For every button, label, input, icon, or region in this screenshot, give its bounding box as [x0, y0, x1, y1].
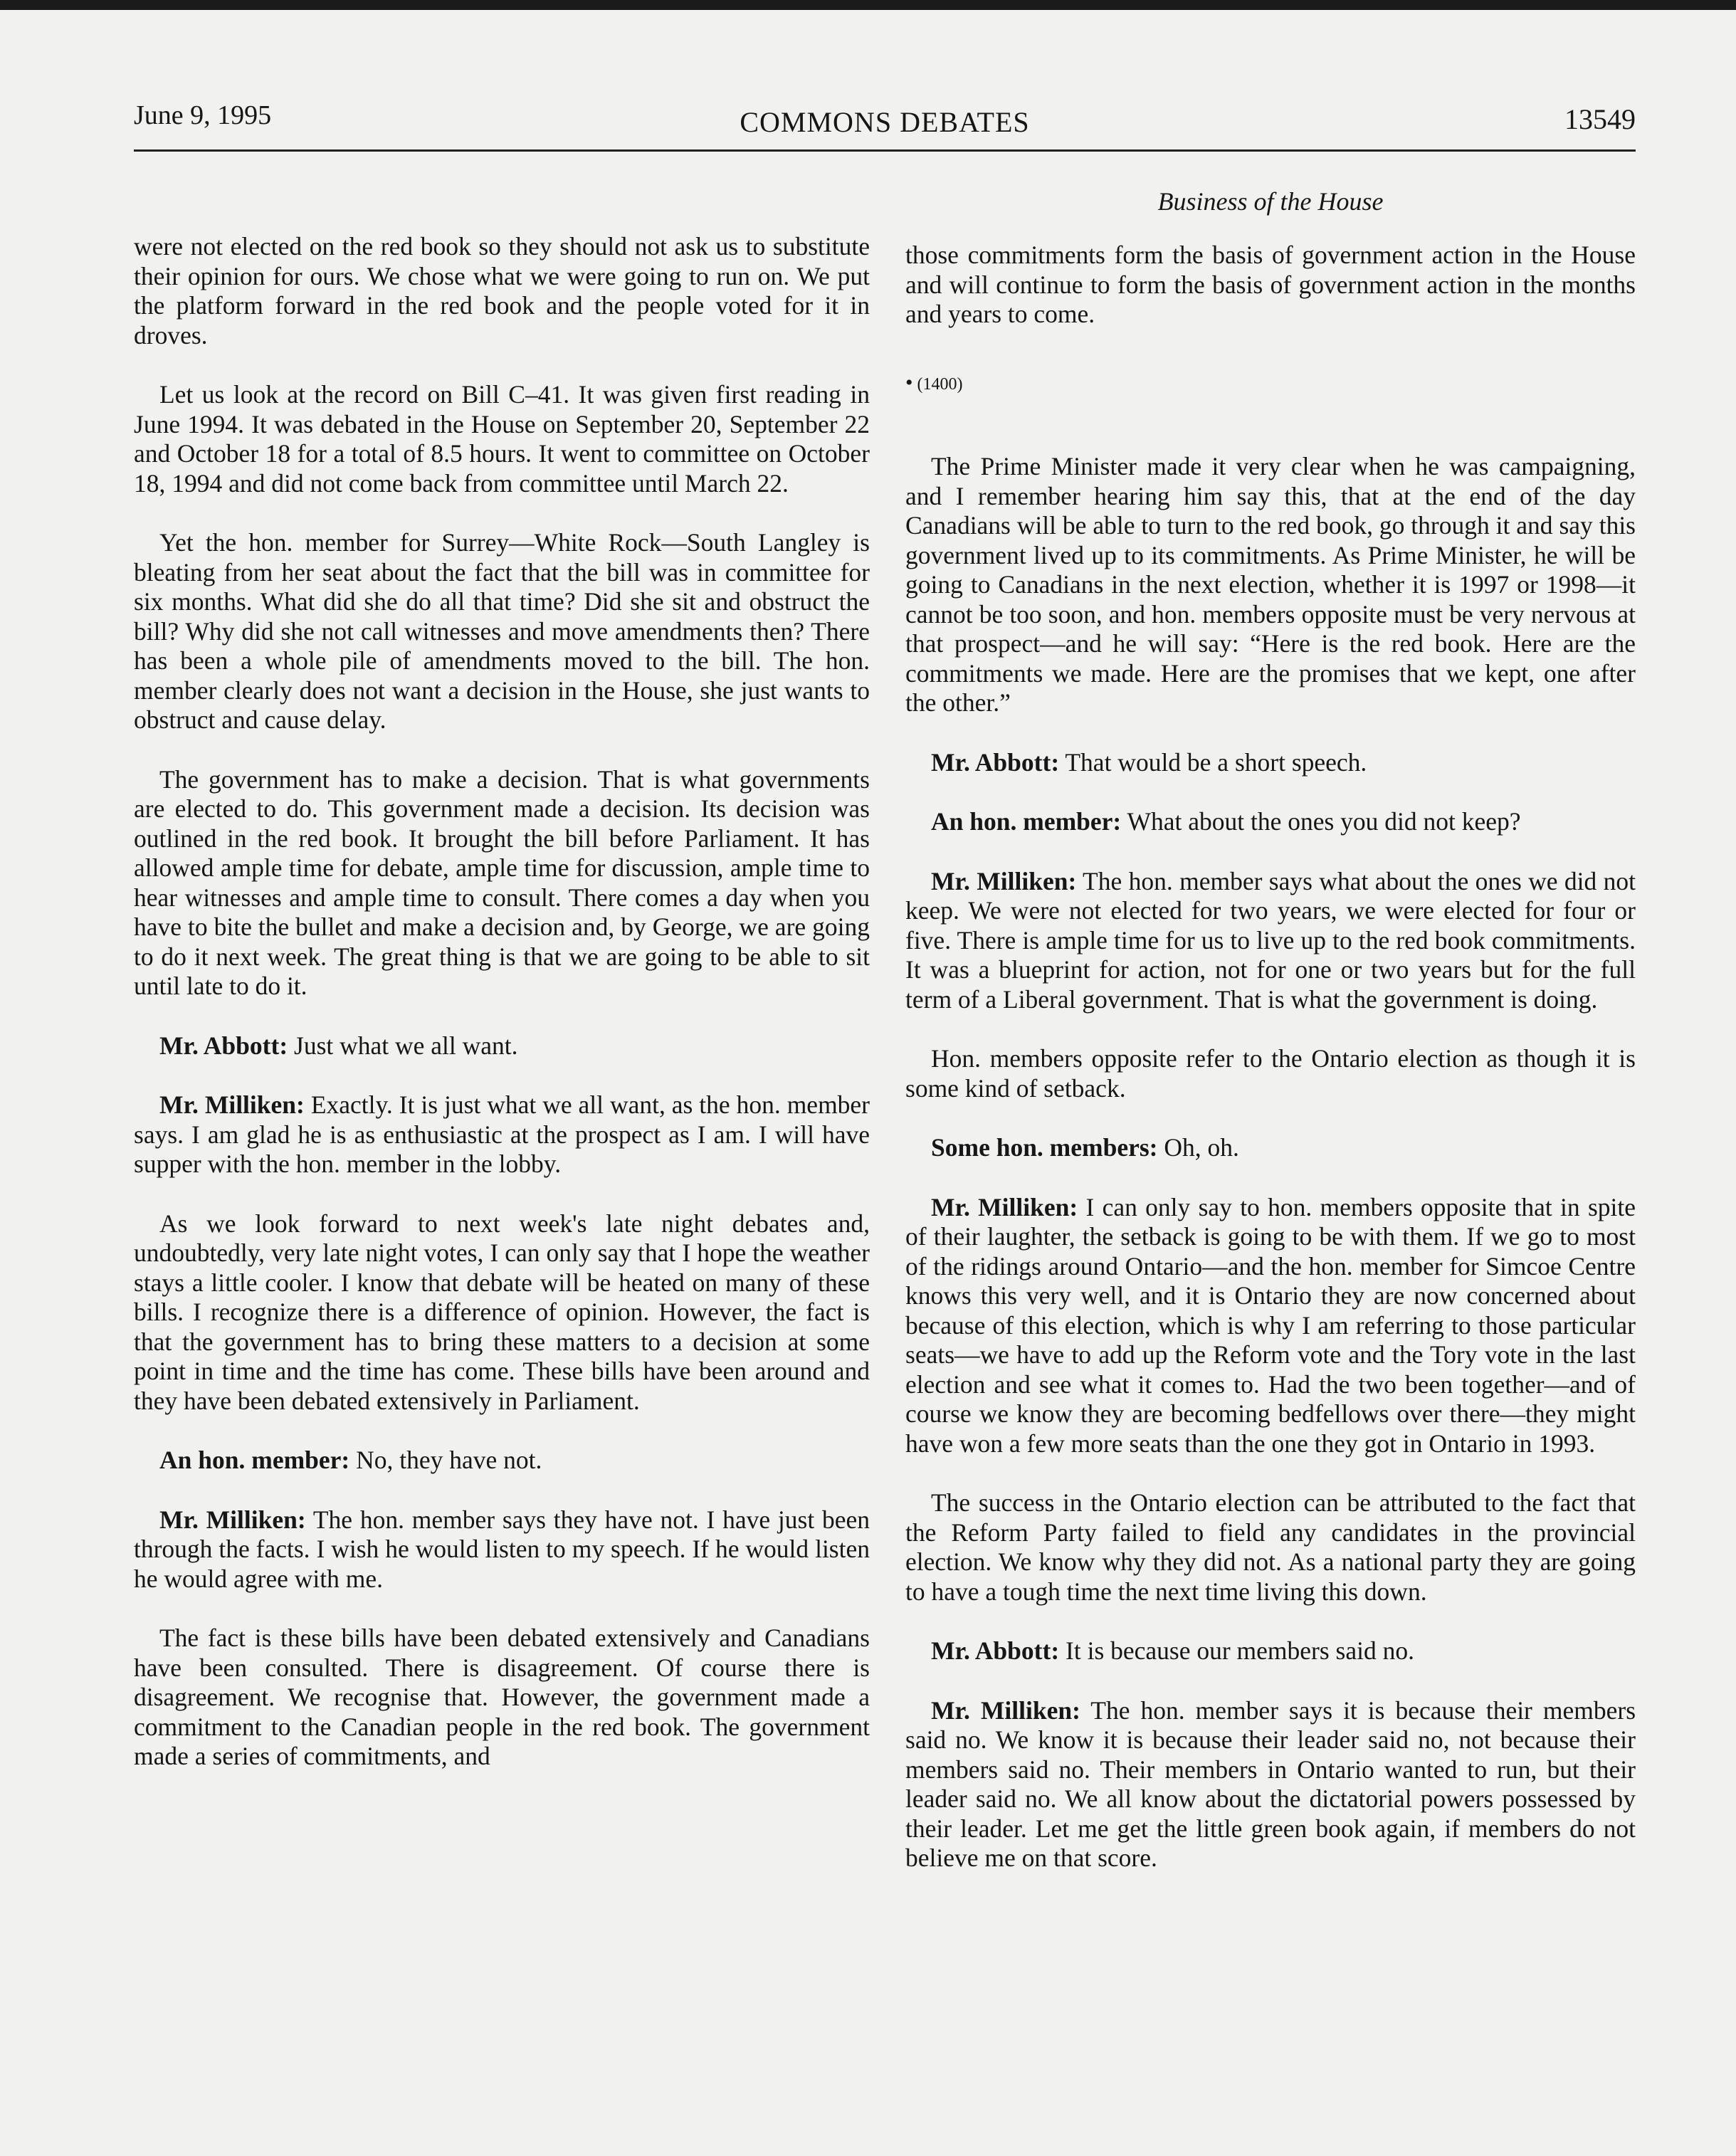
speech-paragraph [905, 1193, 1636, 1459]
speech-paragraph [134, 1090, 870, 1179]
paragraph [134, 1209, 870, 1416]
paragraph-text: The government has to make a decision. That is what governments are elected to do. This government made a decision. Its decision was outlined in the red book. It brought the bill before Parliament. It has allowed ample time for debate, ample time for discussion, ample time to hear witnesses and ample time to consult. There comes a day when you have to bite the bullet and make a decision and, by George, we are going to do it next week. The great thing is that we are going to be able to sit until late to do it. [134, 764, 870, 1000]
speech-paragraph [905, 1636, 1636, 1666]
paragraph-text: The Prime Minister made it very clear when he was campaigning, and I remember hearing him say this, that at the end of the day Canadians will be able to turn to the red book, go through it and say this government lived up to its commitments. As Prime Minister, he will be going to Canadians in the next election, whether it is 1997 or 1998—it cannot be too soon, and hon. members opposite must be very nervous at that prospect—and he will say: “Here is the red book. Here are the commitments we made. Here are the promises that we kept, one after the other.” [905, 452, 1636, 717]
paragraph-text: Yet the hon. member for Surrey—White Rock—South Langley is bleating from her seat about the fact that the bill was in committee for six months. What did she do all that time? Did she sit and obstruct the bill? Why did she not call witnesses and move amendments then? There has been a whole pile of amendments moved to the bill. The hon. member clearly does not want a decision in the House, she just wants to obstruct and cause delay. [134, 528, 870, 734]
header-title: COMMONS DEBATES [740, 106, 1030, 138]
paragraph [905, 1044, 1636, 1103]
speech-paragraph [134, 1446, 870, 1476]
speech-paragraph [905, 748, 1636, 778]
speaker-name: Mr. Milliken: [159, 1505, 306, 1534]
paragraph-text: It is because our members said no. [1066, 1636, 1414, 1665]
header-rule [134, 149, 1636, 152]
paragraph-text: were not elected on the red book so they should not ask us to substitute their opinion for ours. We chose what we were going to run on. We put the platform forward in the red book and the people voted for it in droves. [134, 232, 870, 349]
paragraph-text: As we look forward to next week's late night debates and, undoubtedly, very late night votes, I can only say that I hope the weather stays a little cooler. I know that debate will be heated on many of these bills. I recognize there is a difference of opinion. However, the fact is that the government has to bring these matters to a decision at some point in time and the time has come. These bills have been around and they have been debated extensively in Parliament. [134, 1209, 870, 1415]
speaker-name: Mr. Milliken: [931, 866, 1077, 895]
speech-paragraph [905, 1133, 1636, 1163]
paragraph-text: The hon. member says they have not. I have just been through the facts. I wish he would listen to my speech. If he would listen he would agree with me. [134, 1505, 870, 1593]
paragraph-text: Hon. members opposite refer to the Ontario election as though it is some kind of setback. [905, 1044, 1636, 1103]
speaker-name: Mr. Abbott: [931, 747, 1060, 777]
paragraph [134, 380, 870, 498]
speech-paragraph [134, 1031, 870, 1061]
paragraph-text: those commitments form the basis of government action in the House and will continue to form the basis of government action in the months and years to come. [905, 241, 1636, 328]
paragraph-text: Exactly. It is just what we all want, as the hon. member says. I am glad he is as enthusiastic at the prospect as I am. I will have supper with the hon. member in the lobby. [134, 1090, 870, 1178]
paragraph-text: Just what we all want. [294, 1031, 518, 1060]
speaker-name: Mr. Abbott: [159, 1031, 288, 1060]
paragraph-text: No, they have not. [356, 1446, 542, 1474]
paragraph-text: Oh, oh. [1164, 1133, 1239, 1162]
paragraph-text: That would be a short speech. [1065, 747, 1367, 777]
speaker-name: Mr. Milliken: [931, 1695, 1080, 1725]
header-date: June 9, 1995 [134, 100, 272, 130]
time-marker [905, 368, 1636, 400]
speech-paragraph [905, 807, 1636, 837]
speech-paragraph [905, 867, 1636, 1015]
bullet-icon: • [905, 370, 913, 394]
speaker-name: Mr. Abbott: [931, 1636, 1060, 1665]
time-stamp: (1400) [917, 374, 963, 394]
paragraph-text: The hon. member says it is because their members said no. We know it is because their leader said no, not because their members said no. Their members in Ontario wanted to run, but their leader said no. We all know about the dictatorial powers possessed by their leader. Let me get the little green book again, if members do not believe me on that score. [905, 1695, 1636, 1872]
paragraph [905, 241, 1636, 330]
speaker-name: Mr. Milliken: [931, 1192, 1078, 1221]
header-page-number: 13549 [1564, 103, 1636, 135]
left-column [134, 232, 870, 1802]
paragraph-text: The success in the Ontario election can be attributed to the fact that the Reform Party failed to field any candidates in the provincial election. We know why they did not. As a national party they are going to have a tough time the next time living this down. [905, 1488, 1636, 1606]
paragraph-text: I can only say to hon. members opposite that in spite of their laughter, the setback is going to be with them. If we go to most of the ridings around Ontario—and the hon. member for Simcoe Centre knows this very well, and it is Ontario they are now concerned about because of this election, which is why I am referring to those particular seats—we have to add up the Reform vote and the Tory vote in the last election and see what it comes to. Had the two been together—and of course we know they are becoming bedfellows over there—they might have won a few more seats than the one they got in Ontario in 1993. [905, 1192, 1636, 1458]
right-column [905, 241, 1636, 1903]
speaker-name: Some hon. members: [931, 1133, 1158, 1162]
paragraph [134, 765, 870, 1001]
page-header [134, 100, 1636, 149]
paragraph [905, 1488, 1636, 1607]
speaker-name: An hon. member: [931, 807, 1122, 836]
paragraph [905, 452, 1636, 718]
speech-paragraph [134, 1505, 870, 1594]
paragraph-text: What about the ones you did not keep? [1127, 807, 1521, 836]
scan-edge [0, 0, 1736, 10]
speaker-name: An hon. member: [159, 1446, 350, 1474]
paragraph-text: The fact is these bills have been debated extensively and Canadians have been consulted. There is disagreement. Of course there is disagreement. We recognise that. However, the government made a commitment to the Canadian people in the red book. The government made a series of commitments, and [134, 1624, 870, 1770]
section-title: Business of the House [1157, 187, 1384, 216]
speech-paragraph [905, 1696, 1636, 1873]
paragraph [134, 528, 870, 735]
speaker-name: Mr. Milliken: [159, 1090, 305, 1119]
paragraph-text: Let us look at the record on Bill C–41. It was given first reading in June 1994. It was debated in the House on September 20, September 22 and October 18 for a total of 8.5 hours. It went to committee on October 18, 1994 and did not come back from committee until March 22. [134, 380, 870, 498]
paragraph-text: The hon. member says what about the ones we did not keep. We were not elected for two years, we were elected for four or five. There is ample time for us to live up to the red book commitments. It was a blueprint for action, not for one or two years but for the full term of a Liberal government. That is what the government is doing. [905, 866, 1636, 1014]
paragraph [134, 1624, 870, 1772]
paragraph [134, 232, 870, 350]
